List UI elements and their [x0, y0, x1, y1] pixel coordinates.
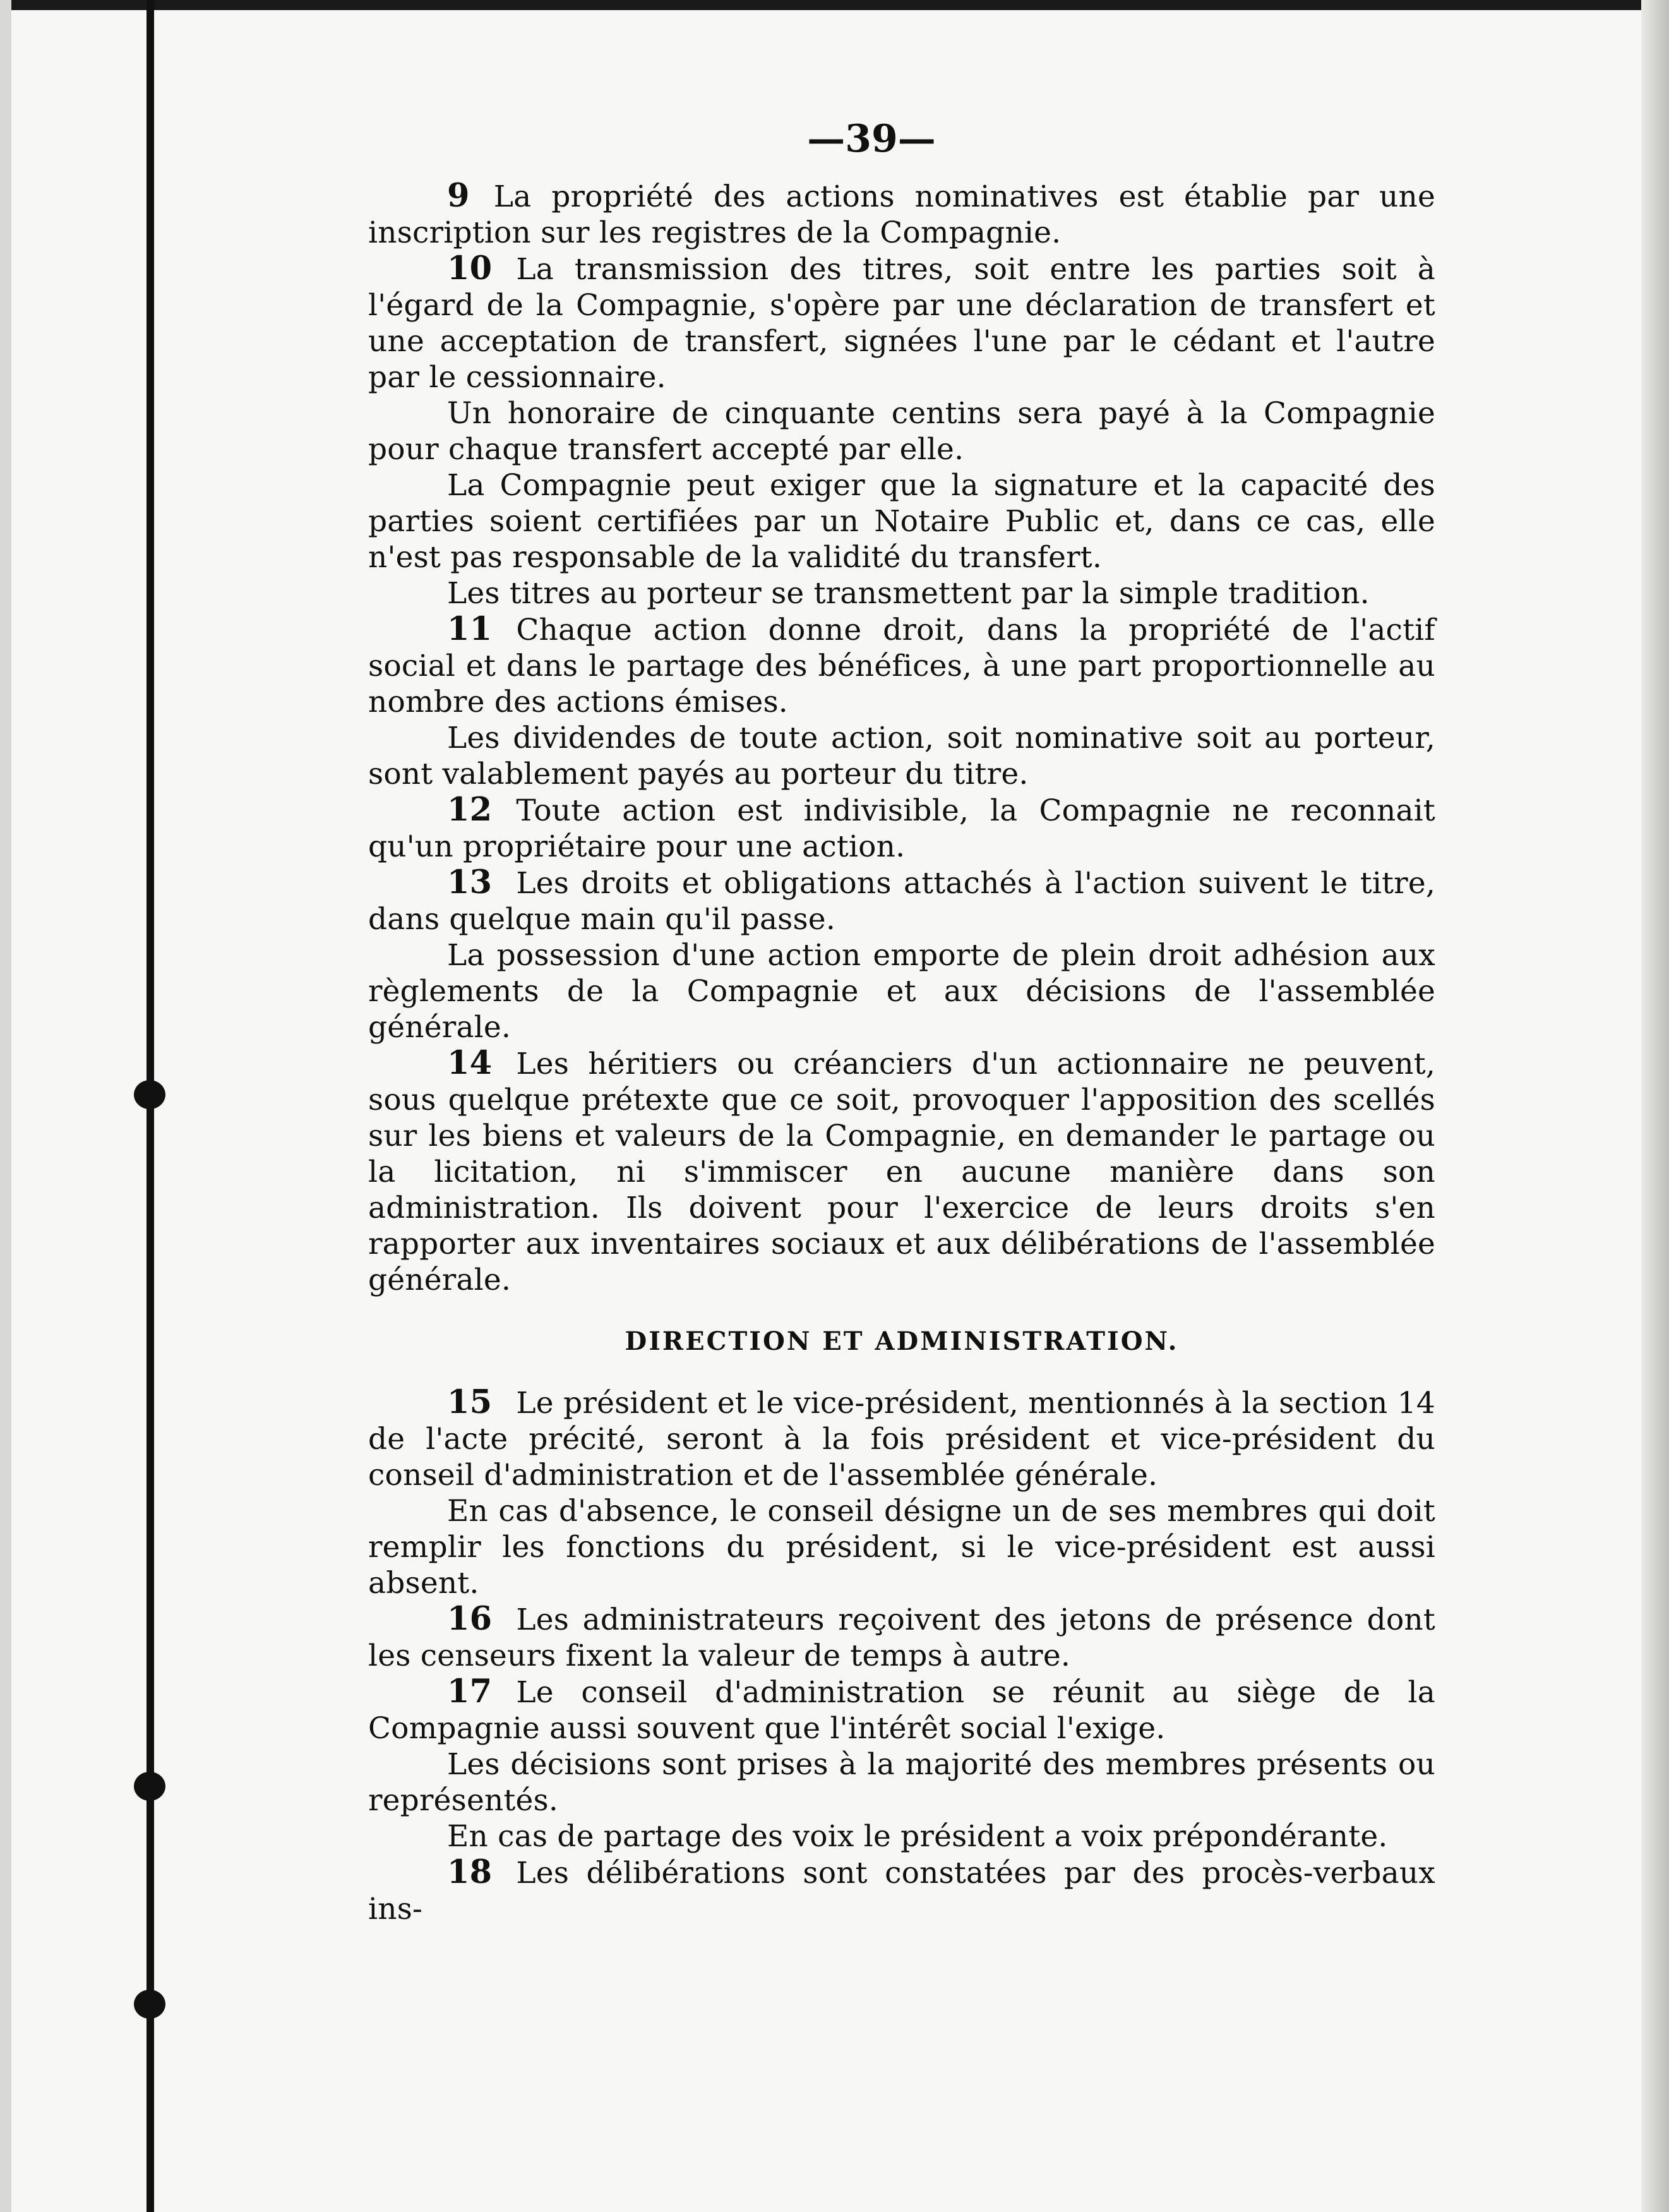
article-number: 10: [447, 249, 493, 287]
article-paragraph: [368, 1045, 1435, 1298]
paragraph-text: Le conseil d'administration se réunit au siège de la Compagnie aussi souvent que l'intérêt social l'exige.: [368, 1675, 1435, 1746]
binding-knot: [134, 1990, 165, 2019]
paragraph-text: Les délibérations sont constatées par des procès-verbaux ins-: [368, 1856, 1435, 1926]
paragraph: [368, 395, 1435, 467]
page-number: —39—: [807, 117, 936, 161]
paragraph-text: Les administrateurs reçoivent des jetons de présence dont les censeurs fixent la valeur de temps à autre.: [368, 1602, 1435, 1673]
paragraph: [368, 575, 1435, 611]
article-paragraph: [368, 792, 1435, 865]
page-left-edge: [0, 0, 11, 2212]
paragraph-text: Les dividendes de toute action, soit nominative soit au porteur, sont valablement payés au porteur du titre.: [368, 721, 1435, 791]
paragraph-text: La transmission des titres, soit entre les parties soit à l'égard de la Compagnie, s'opère par une déclaration de transfert et une acceptation de transfert, signées l'une par le cédant et l'autre par le cessionnaire.: [368, 252, 1435, 395]
paragraph: [368, 720, 1435, 792]
paragraph-text: Les droits et obligations attachés à l'action suivent le titre, dans quelque main qu'il passe.: [368, 866, 1435, 937]
article-number: 11: [447, 610, 493, 648]
article-paragraph: [368, 1385, 1435, 1493]
article-number: 17: [447, 1673, 493, 1710]
paragraph: [368, 937, 1435, 1045]
article-paragraph: [368, 1674, 1435, 1746]
article-number: 12: [447, 791, 493, 829]
paragraph: [368, 1818, 1435, 1854]
paragraph-text: En cas d'absence, le conseil désigne un de ses membres qui doit remplir les fonctions du président, si le vice-président est aussi absent.: [368, 1494, 1435, 1601]
paragraph-text: Un honoraire de cinquante centins sera payé à la Compagnie pour chaque transfert accepté par elle.: [368, 396, 1435, 467]
article-number: 18: [447, 1853, 493, 1891]
article-paragraph: [368, 1601, 1435, 1674]
article-paragraph: [368, 865, 1435, 937]
paragraph: [368, 467, 1435, 575]
paragraph-text: En cas de partage des voix le président a voix prépondérante.: [447, 1819, 1388, 1854]
paragraph-text: La Compagnie peut exiger que la signature et la capacité des parties soient certifiées par un Notaire Public et, dans ce cas, elle n'est pas responsable de la validité du transfert.: [368, 468, 1435, 575]
article-number: 9: [447, 177, 470, 215]
paragraph-text: Les décisions sont prises à la majorité des membres présents ou représentés.: [368, 1747, 1435, 1818]
paragraph: [368, 1746, 1435, 1818]
article-paragraph: [368, 1854, 1435, 1927]
article-paragraph: [368, 251, 1435, 395]
articles-after-heading: [368, 1385, 1435, 1927]
document-body: [368, 178, 1435, 1927]
article-number: 15: [447, 1383, 493, 1421]
articles-before-heading: [368, 178, 1435, 1298]
section-heading: DIRECTION ET ADMINISTRATION.: [625, 1326, 1179, 1356]
paragraph: [368, 1493, 1435, 1601]
article-number: 13: [447, 863, 493, 901]
article-number: 16: [447, 1600, 493, 1638]
paragraph-text: La possession d'une action emporte de plein droit adhésion aux règlements de la Compagnie et aux décisions de l'assemblée générale.: [368, 938, 1435, 1045]
article-paragraph: [368, 178, 1435, 251]
article-number: 14: [447, 1044, 493, 1082]
paragraph-text: Les titres au porteur se transmettent par la simple tradition.: [447, 576, 1370, 611]
paragraph-text: La propriété des actions nominatives est établie par une inscription sur les registres de la Compagnie.: [368, 179, 1435, 250]
page-right-edge: [1641, 0, 1669, 2212]
paragraph-text: Chaque action donne droit, dans la propriété de l'actif social et dans le partage des bénéfices, à une part proportionnelle au nombre des actions émises.: [368, 613, 1435, 719]
binding-knot: [134, 1080, 165, 1109]
page-top-edge: [0, 0, 1669, 10]
article-paragraph: [368, 611, 1435, 720]
binding-knot: [134, 1772, 165, 1801]
paragraph-text: Toute action est indivisible, la Compagnie ne reconnait qu'un propriétaire pour une action.: [368, 793, 1435, 864]
paragraph-text: Le président et le vice-président, mentionnés à la section 14 de l'acte précité, seront à la fois président et vice-président du conseil d'administration et de l'assemblée générale.: [368, 1386, 1435, 1493]
paragraph-text: Les héritiers ou créanciers d'un actionnaire ne peuvent, sous quelque prétexte que ce soit, provoquer l'apposition des scellés sur les biens et valeurs de la Compagnie, en demander le partage ou la licitation, ni s'immiscer en aucune manière dans son administration. Ils doivent pour l'exercice de leurs droits s'en rapporter aux inventaires sociaux et aux délibérations de l'assemblée générale.: [368, 1047, 1435, 1297]
